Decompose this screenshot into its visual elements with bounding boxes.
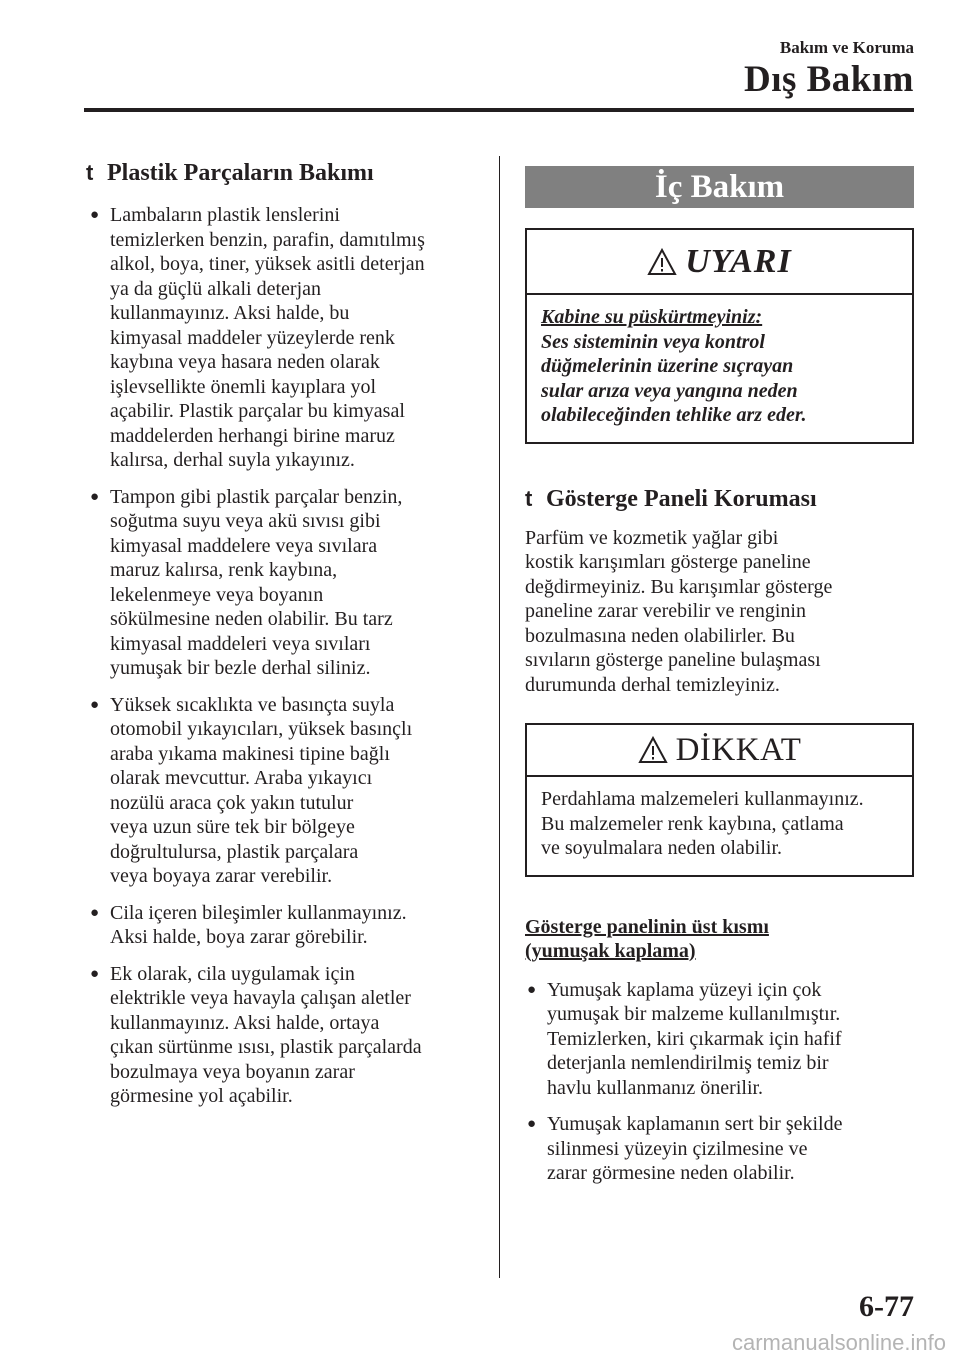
list-item [88,901,473,950]
list-item [88,962,473,1109]
list-item [525,1112,914,1186]
list-item [88,203,473,473]
text-line: bozulmaya veya boyanın zarar [110,1060,355,1083]
text-line: Yumuşak kaplama yüzeyi için çok [547,978,822,1001]
caution-title: DİKKAT [675,731,802,768]
dashboard-paragraph [525,526,914,698]
text-line: bozulmasına neden olabilirler. Bu [525,624,795,647]
text-line: veya boyaya zarar verebilir. [110,865,333,887]
warning-body [527,295,912,442]
page-number: 6-77 [859,1290,914,1323]
bullet-icon: ● [90,904,100,921]
text-line: Aksi halde, boya zarar görebilir. [110,926,368,948]
text-line: soğutma suyu veya akü sıvısı gibi [110,510,381,532]
text-line: maddelerden herhangi birine maruz [110,424,395,447]
bullet-icon: ● [90,696,100,713]
text-line: deterjanla nemlendirilmiş temiz bir [547,1052,829,1074]
text-line: olarak mevcuttur. Araba yıkayıcı [110,767,373,789]
bullet-icon: ● [527,981,537,998]
list-item [88,485,473,681]
text-line: havlu kullanmanız önerilir. [547,1076,764,1099]
text-line: Bu malzemeler renk kaybına, çatlama [541,812,844,835]
bullet-icon: ● [90,207,100,223]
list-item [525,978,914,1101]
section-heading-text: Gösterge Paneli Koruması [546,485,817,512]
text-line: kimyasal maddeleri veya sıvıları [110,632,371,655]
left-column [88,150,473,1109]
warning-box [525,228,914,444]
text-line: Gösterge panelinin üst kısmı [525,915,769,938]
text-line: veya uzun süre tek bir bölgeye [110,816,355,838]
text-line: yumuşak bir malzeme kullanılmıştır. [547,1003,841,1025]
text-line: sular arıza veya yangına neden [541,379,798,402]
caution-body [527,777,912,875]
text-line: işlevsellikte önemli kayıplara yol [110,375,377,398]
text-line: Cila içeren bileşimler kullanmayınız. [110,901,407,924]
text-line: lekelenmeye veya boyanın [110,583,324,606]
text-line: Ses sisteminin veya kontrol [541,330,765,353]
text-line: değdirmeyiniz. Bu karışımlar gösterge [525,575,833,598]
text-line: durumunda derhal temizleyiniz. [525,673,780,696]
text-line: ve soyulmalara neden olabilir. [541,837,783,859]
text-line: (yumuşak kaplama) [525,940,696,962]
text-line: kullanmayınız. Aksi halde, ortaya [110,1011,380,1034]
text-line: kalırsa, derhal suyla yıkayınız. [110,449,355,471]
section-heading-dashboard [525,484,914,514]
soft-coating-subheading [525,915,914,964]
page-title: Dış Bakım [743,59,914,100]
text-line: doğrultulursa, plastik parçalara [110,840,359,863]
text-line: Yumuşak kaplamanın sert bir şekilde [547,1113,843,1135]
caution-box-header [527,725,912,777]
text-line: ya da güçlü alkali deterjan [110,277,322,300]
section-heading-plastic [86,158,473,188]
bullet-icon: ● [90,965,100,982]
warning-title: UYARI [685,242,792,280]
text-line: Tampon gibi plastik parçalar benzin, [110,485,403,508]
text-line: kimyasal maddeler yüzeylerde renk [110,326,395,349]
text-line: zarar görmesine neden olabilir. [547,1162,795,1184]
header-rule [84,108,914,112]
header-section-label: Bakım ve Koruma [779,38,914,57]
text-line: Perdahlama malzemeleri kullanmayınız. [541,788,864,810]
text-line: yumuşak bir bezle derhal siliniz. [110,657,371,679]
text-line: paneline zarar verebilir ve renginin [525,600,806,622]
text-line: kullanmayınız. Aksi halde, bu [110,302,350,324]
text-line: Temizlerken, kiri çıkarmak için hafif [547,1027,842,1050]
text-line: kimyasal maddelere veya sıvılara [110,534,378,557]
column-divider [499,156,500,1278]
text-line: maruz kalırsa, renk kaybına, [110,559,338,581]
text-line: açabilir. Plastik parçalar bu kimyasal [110,400,405,422]
soft-coating-list [525,978,914,1186]
text-line: temizlerken benzin, parafin, damıtılmış [110,228,425,251]
text-line: kostik karışımları gösterge paneline [525,551,811,573]
section-marker-icon: t [86,160,94,185]
bullet-icon: ● [90,488,100,505]
warning-subtitle: Kabine su püskürtmeyiniz: [541,306,763,328]
text-line: sıvıların gösterge paneline bulaşması [525,649,821,671]
text-line: silinmesi yüzeyin çizilmesine ve [547,1137,808,1160]
caution-box [525,723,914,877]
text-line: çıkan sürtünme ısısı, plastik parçalarda [110,1036,422,1058]
text-line: Lambaların plastik lenslerini [110,204,340,226]
text-line: Ek olarak, cila uygulamak için [110,962,355,985]
section-marker-icon: t [525,485,533,511]
section-heading-text: Plastik Parçaların Bakımı [107,160,374,186]
bullet-icon: ● [527,1116,537,1132]
text-line: Yüksek sıcaklıkta ve basınçta suyla [110,693,395,716]
text-line: sökülmesine neden olabilir. Bu tarz [110,608,393,630]
text-line: nozülü araca çok yakın tutulur [110,791,354,814]
text-line: düğmelerinin üzerine sıçrayan [541,355,794,377]
right-column [525,166,914,1186]
warning-box-header [527,230,912,295]
text-line: görmesine yol açabilir. [110,1085,293,1107]
text-line: araba yıkama makinesi tipine bağlı [110,742,390,765]
text-line: alkol, boya, tiner, yüksek asitli deterjan [110,253,425,275]
text-line: otomobil yıkayıcıları, yüksek basınçlı [110,718,413,740]
warning-triangle-icon [647,248,677,276]
text-line: olabileceğinden tehlike arz eder. [541,404,807,426]
watermark-text: carmanualsonline.info [731,1330,946,1355]
text-line: elektrikle veya havayla çalışan aletler [110,987,411,1009]
list-item [88,693,473,889]
section-banner: İç Bakım [525,166,914,208]
text-line: kaybına veya hasara neden olarak [110,351,380,373]
plastic-care-list [88,203,473,1109]
text-line: Parfüm ve kozmetik yağlar gibi [525,526,779,549]
warning-triangle-icon [638,736,668,764]
